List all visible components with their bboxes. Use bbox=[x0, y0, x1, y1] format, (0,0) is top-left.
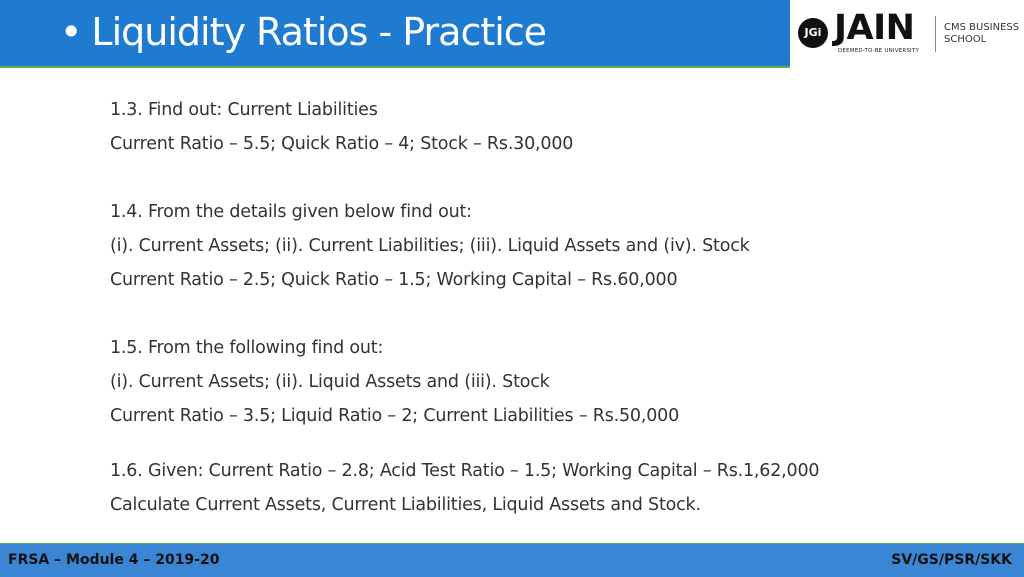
problem-1-4-data: Current Ratio – 2.5; Quick Ratio – 1.5; Working Capital – Rs.60,000 bbox=[110, 270, 678, 290]
problem-1-3-data: Current Ratio – 5.5; Quick Ratio – 4; Stock – Rs.30,000 bbox=[110, 134, 574, 154]
cms-line-1: CMS BUSINESS bbox=[944, 22, 1020, 33]
jgi-logo-icon: JGi bbox=[798, 18, 828, 48]
cms-line-2: SCHOOL bbox=[944, 34, 987, 45]
problem-1-5-title: 1.5. From the following find out: bbox=[110, 338, 384, 358]
title-text: Liquidity Ratios - Practice bbox=[91, 10, 547, 54]
cms-business-school bbox=[944, 22, 1019, 46]
slide-title bbox=[60, 6, 546, 58]
logo bbox=[790, 0, 1024, 66]
problem-1-5-items: (i). Current Assets; (ii). Liquid Assets and (iii). Stock bbox=[110, 372, 550, 392]
footer-bar bbox=[0, 543, 1024, 577]
logo-divider bbox=[935, 16, 936, 52]
problem-1-3-title: 1.3. Find out: Current Liabilities bbox=[110, 100, 378, 120]
problem-1-5-data: Current Ratio – 3.5; Liquid Ratio – 2; Current Liabilities – Rs.50,000 bbox=[110, 406, 680, 426]
problem-1-4-title: 1.4. From the details given below find out: bbox=[110, 202, 472, 222]
problem-1-6-instruction: Calculate Current Assets, Current Liabilities, Liquid Assets and Stock. bbox=[110, 495, 701, 515]
header-bar bbox=[0, 0, 790, 66]
footer-module: FRSA – Module 4 – 2019-20 bbox=[8, 552, 220, 568]
title-bullet: • bbox=[60, 10, 82, 54]
problem-1-6-title: 1.6. Given: Current Ratio – 2.8; Acid Test Ratio – 1.5; Working Capital – Rs.1,62,000 bbox=[110, 461, 820, 481]
header-rule bbox=[0, 66, 790, 68]
jain-wordmark: JAIN bbox=[834, 8, 915, 48]
jain-subtitle: DEEMED-TO-BE UNIVERSITY bbox=[838, 48, 920, 54]
footer-authors: SV/GS/PSR/SKK bbox=[891, 552, 1012, 568]
problem-1-4-items: (i). Current Assets; (ii). Current Liabilities; (iii). Liquid Assets and (iv). Stock bbox=[110, 236, 750, 256]
